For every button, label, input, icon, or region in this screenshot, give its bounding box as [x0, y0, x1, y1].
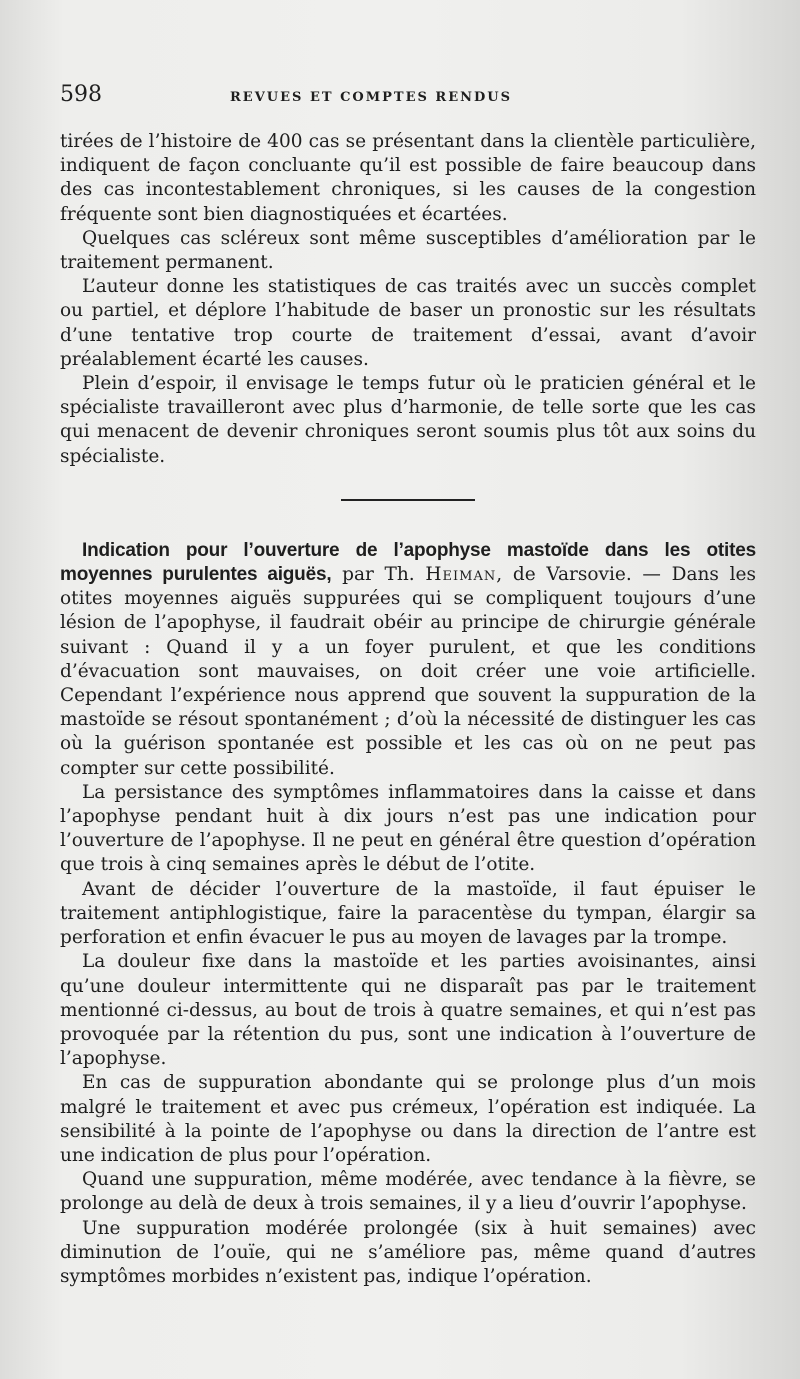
page-number: 598: [60, 82, 102, 107]
paragraph: Quelques cas scléreux sont même susceptibles d’amélioration par le traitement permanent.: [60, 227, 756, 274]
paragraph: Avant de décider l’ouverture de la mastoïde, il faut épuiser le traitement antiphlogistique, faire la paracentèse du tympan, élargir sa perforation et enfin évacuer le pus au moyen de lavages par la trompe.: [60, 878, 756, 949]
article-author: Heiman: [425, 564, 497, 586]
article: [60, 539, 756, 1289]
paragraph: En cas de suppuration abondante qui se prolonge plus d’un mois malgré le traitement et avec pus crémeux, l’opération est indiquée. La sensibilité à la pointe de l’apophyse ou dans la direction de l’antre est une indication de plus pour l’opération.: [60, 1072, 756, 1166]
article-title: Indication pour l’ouverture de l’apophyse mastoïde dans les otites moyennes purulentes aiguës,: [60, 539, 756, 586]
paragraph: L’auteur donne les statistiques de cas traités avec un succès complet ou partiel, et déplore l’habitude de baser un pronostic sur les résultats d’une tentative trop courte de traitement d’essai, avant d’avoir préalablement écarté les causes.: [60, 276, 756, 370]
article-lead-paragraph: [60, 539, 756, 781]
page-header: [60, 82, 756, 116]
paragraph: La douleur fixe dans la mastoïde et les parties avoisinantes, ainsi qu’une douleur intermittente qui ne disparaît pas par le traitement mentionné ci-dessus, au bout de trois à quatre semaines, et qui n’est pas provoquée par la rétention du pus, sont une indication à l’ouverture de l’apophyse.: [60, 951, 756, 1070]
article-lead-text: Dans les otites moyennes aiguës suppurées qui se compliquent toujours d’une lésion de l’apophyse, il faudrait obéir au principe de chirurgie générale suivant : Quand il y a un foyer purulent, et que les conditions d’évacuation sont mauvaises, on doit créer une voie artificielle. Cependant l’expérience nous apprend que souvent la suppuration de la mastoïde se résout spontanément ; d’où la nécessité de distinguer les cas où la guérison spontanée est possible et les cas où on ne peut pas compter sur cette possibilité.: [60, 564, 757, 779]
paragraph: La persistance des symptômes inflammatoires dans la caisse et dans l’apophyse pendant huit à dix jours n’est pas une indication pour l’ouverture de l’apophyse. Il ne peut en général être question d’opération que trois à cinq semaines après le début de l’otite.: [60, 781, 756, 876]
article-place: , de Varsovie. —: [496, 564, 672, 586]
paragraph: Une suppuration modérée prolongée (six à huit semaines) avec diminution de l’ouïe, qui ne s’améliore pas, même quand d’autres symptômes morbides n’existent pas, indique l’opération.: [60, 1217, 756, 1287]
paragraph: Quand une suppuration, même modérée, avec tendance à la fièvre, se prolonge au delà de deux à trois semaines, il y a lieu d’ouvrir l’apophyse.: [60, 1169, 756, 1215]
section-divider: [341, 499, 475, 501]
paragraph: Plein d’espoir, il envisage le temps futur où le praticien général et le spécialiste travailleront avec plus d’harmonie, de telle sorte que les cas qui menacent de devenir chroniques seront soumis plus tôt aux soins du spécialiste.: [60, 373, 756, 467]
paragraph-continuation: tirées de l’histoire de 400 cas se présentant dans la clientèle particulière, indiquent de façon concluante qu’il est possible de faire beaucoup dans des cas incontestablement chroniques, si les causes de la congestion fréquente sont bien diagnostiquées et écartées.: [60, 131, 756, 225]
running-head: REVUES ET COMPTES RENDUS: [230, 90, 512, 105]
top-section: [60, 130, 756, 469]
article-byline: par Th.: [331, 564, 426, 586]
